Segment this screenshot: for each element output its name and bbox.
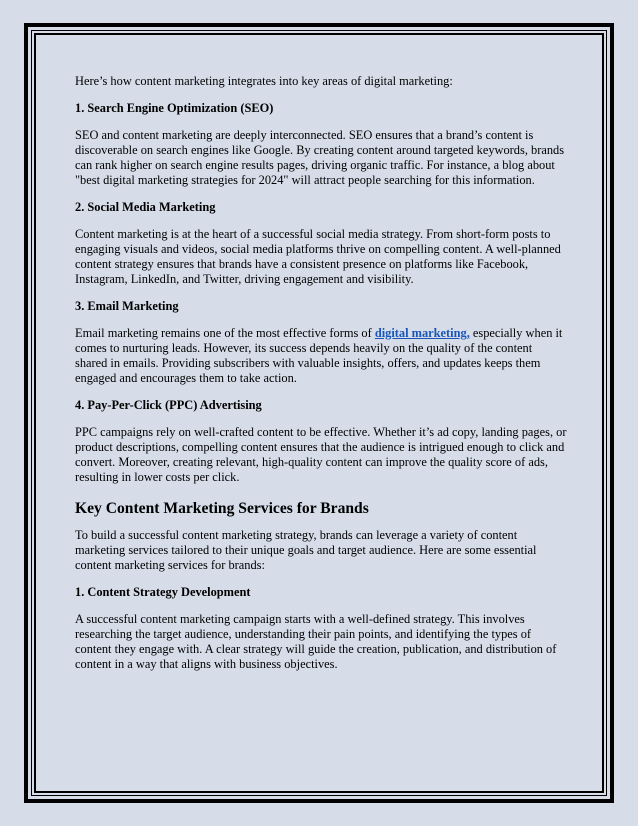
section-heading-social-media: 2. Social Media Marketing: [75, 200, 216, 214]
section-heading-email: 3. Email Marketing: [75, 299, 179, 313]
service-heading-strategy: 1. Content Strategy Development: [75, 585, 251, 599]
section-heading-ppc: 4. Pay-Per-Click (PPC) Advertising: [75, 398, 262, 412]
email-body-before-link: Email marketing remains one of the most effective forms of: [75, 326, 375, 340]
digital-marketing-link[interactable]: digital marketing,: [374, 326, 470, 340]
section-body-ppc: PPC campaigns rely on well-crafted content to be effective. Whether it’s ad copy, landing pages, or product descriptions, compelling content ensures that the audience is intrigued enough to click and convert. Moreover, creating relevant, high-quality content can improve the quality score of ads, resulting in lower costs per click.: [75, 425, 567, 484]
section-body-seo: SEO and content marketing are deeply interconnected. SEO ensures that a brand’s content is discoverable on search engines like Google. By creating content around targeted keywords, brands can rank higher on search engine results pages, driving organic traffic. For instance, a blog about "best digital marketing strategies for 2024" will attract people searching for this information.: [75, 128, 565, 187]
intro-paragraph: Here’s how content marketing integrates into key areas of digital marketing:: [75, 74, 453, 88]
service-body-strategy: A successful content marketing campaign starts with a well-defined strategy. This involves researching the target audience, understanding their pain points, and identifying the types of content they engage with. A clear strategy will guide the creation, publication, and distribution of content in a way that aligns with business objectives.: [75, 612, 557, 671]
services-heading: Key Content Marketing Services for Brands: [75, 500, 369, 517]
email-body-after-link: especially when it comes to nurturing leads. However, its success depends heavily on the quality of the content shared in emails. Providing subscribers with valuable insights, offers, and updates keeps them engaged and encourages them to take action.: [75, 326, 563, 385]
section-body-social-media: Content marketing is at the heart of a successful social media strategy. From short-form posts to engaging visuals and videos, social media platforms thrive on compelling content. A well-planned content strategy ensures that brands have a consistent presence on platforms like Facebook, Instagram, LinkedIn, and Twitter, driving engagement and visibility.: [75, 227, 561, 286]
section-heading-seo: 1. Search Engine Optimization (SEO): [75, 101, 274, 115]
section-body-email: [75, 326, 567, 386]
document-body: [75, 74, 567, 684]
services-intro: To build a successful content marketing strategy, brands can leverage a variety of content marketing services tailored to their unique goals and target audience. Here are some essential content marketing services for brands:: [75, 528, 537, 572]
